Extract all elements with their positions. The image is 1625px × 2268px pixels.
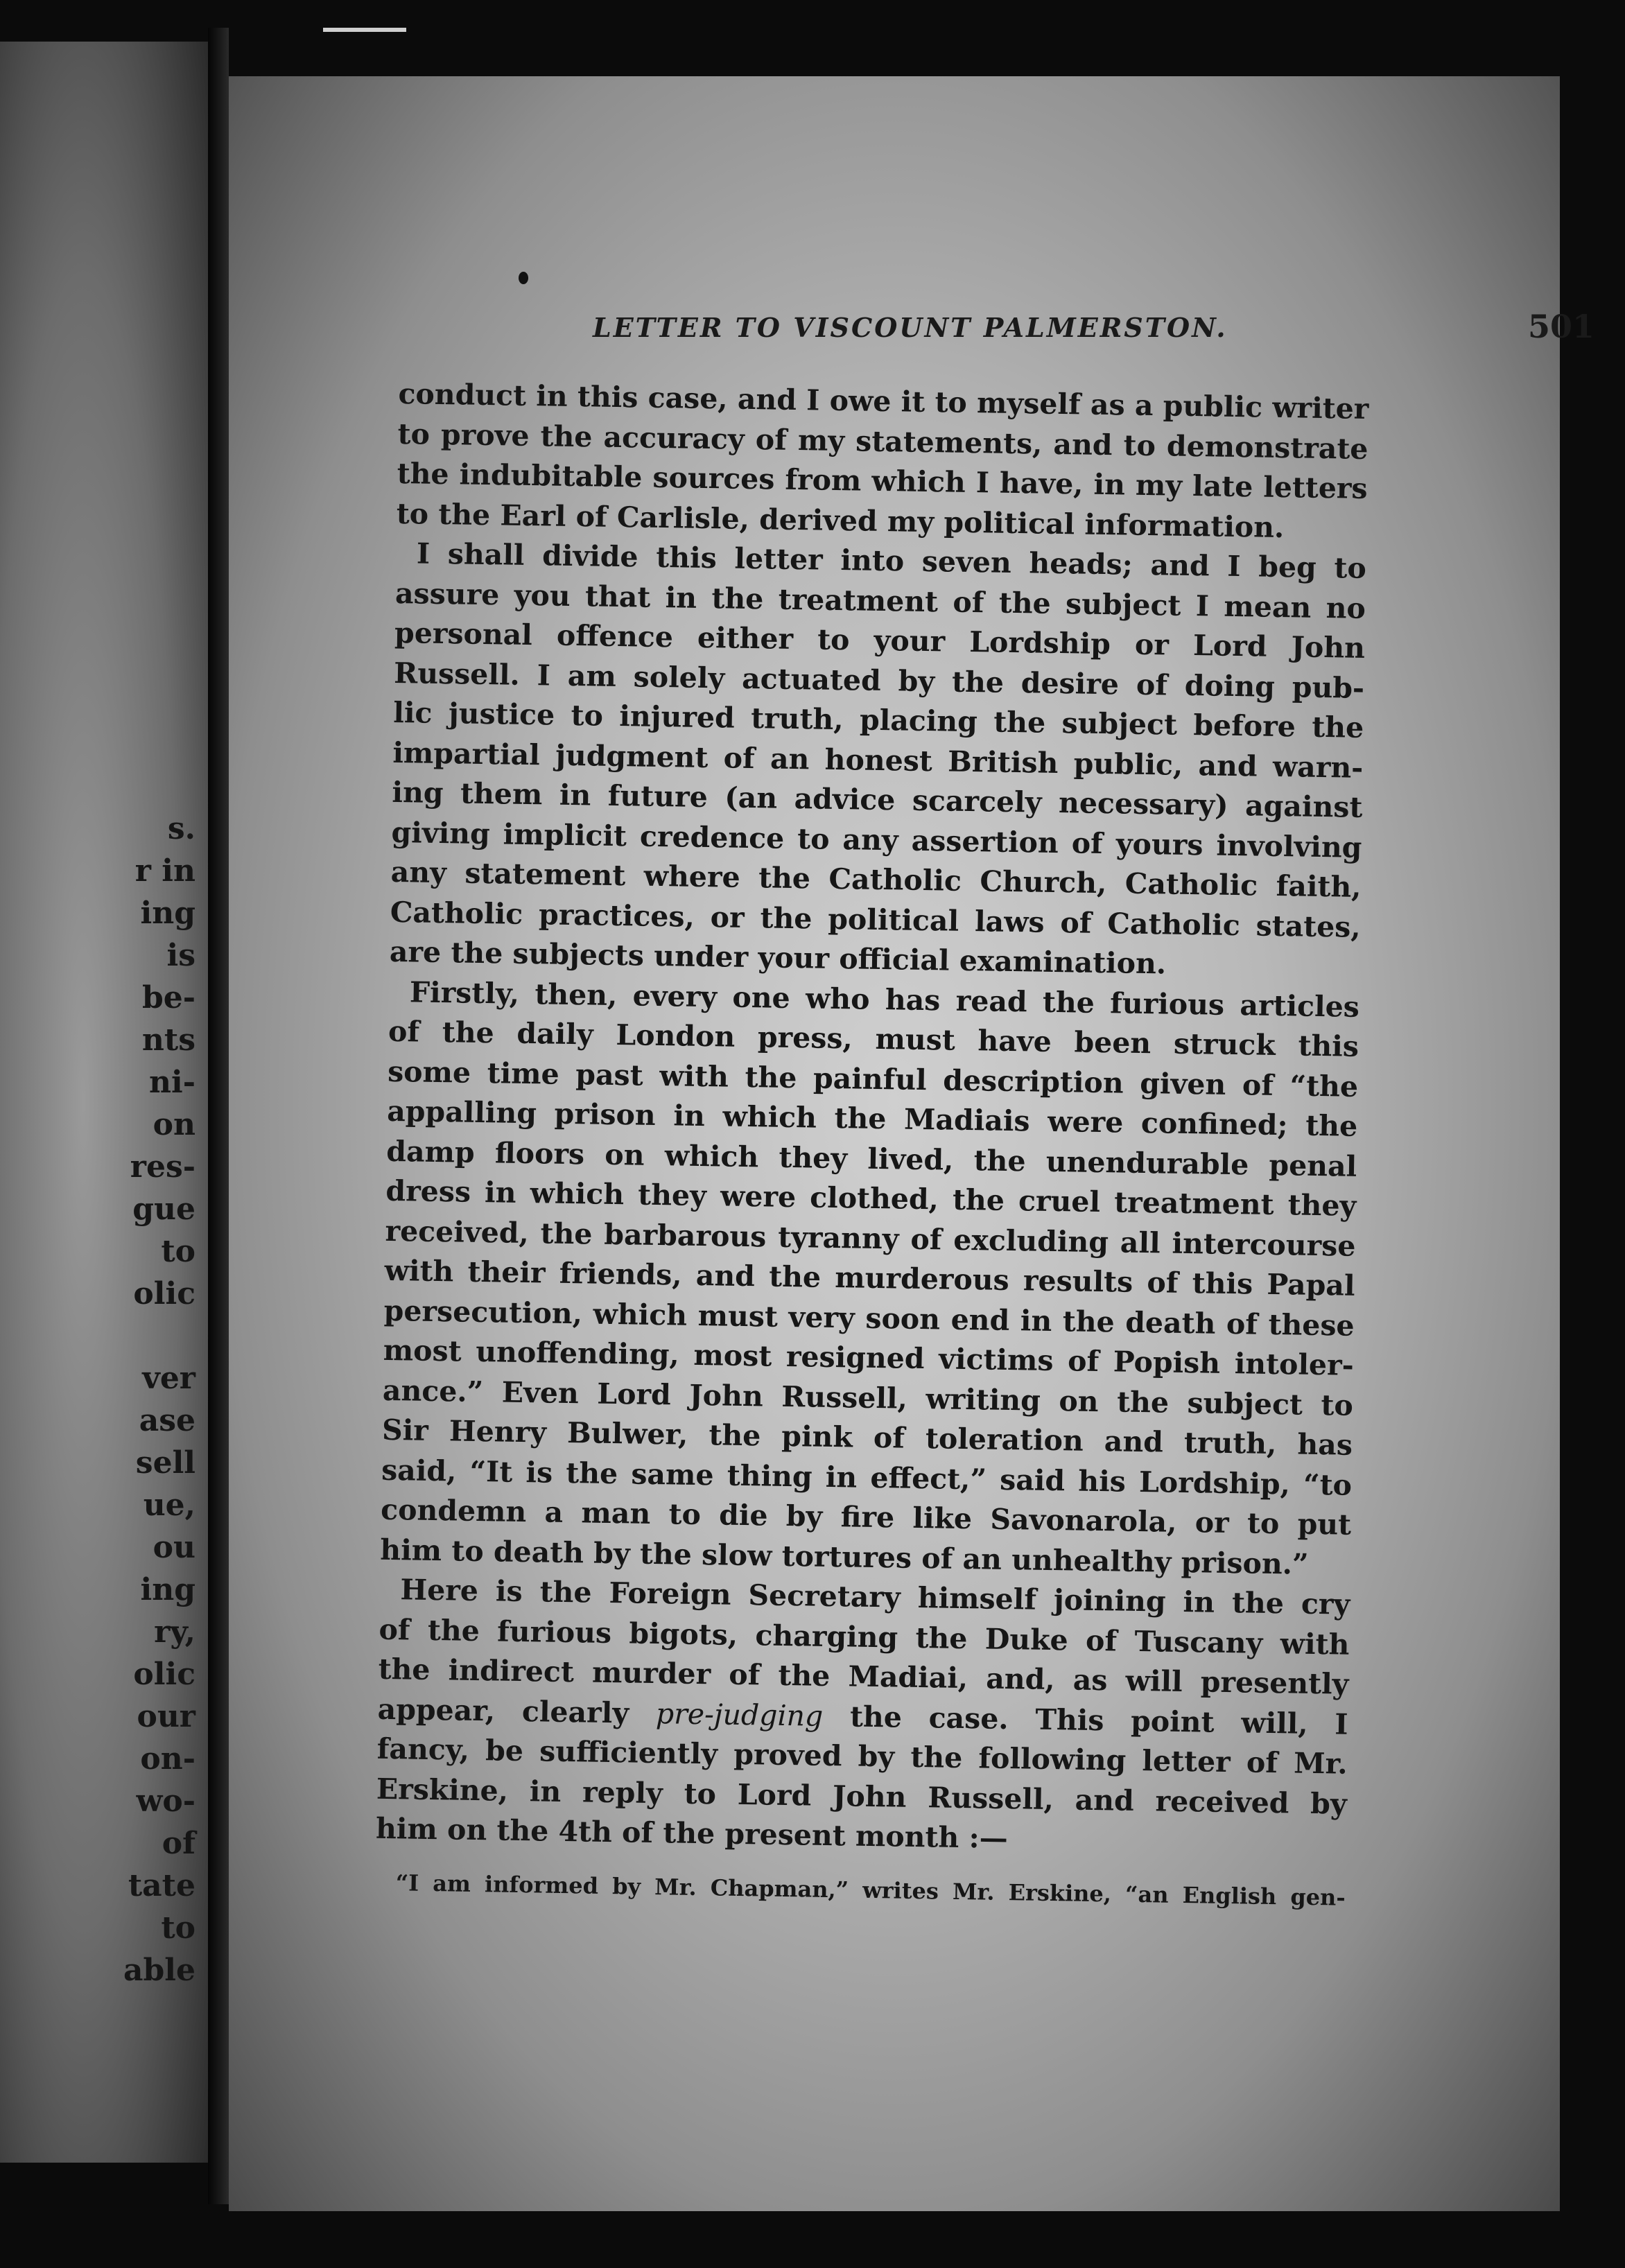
left-page-fragment: sell xyxy=(135,1445,195,1481)
text-line: most unoffending, most resigned victims of Popish intoler- xyxy=(383,1333,1355,1382)
left-page-fragment: r in xyxy=(134,853,195,889)
text-line: with their friends, and the murderous results of this Papal xyxy=(384,1253,1355,1302)
text-line: lic justice to injured truth, placing the subject before the xyxy=(392,695,1364,744)
right-page xyxy=(229,76,1594,2211)
left-page-text-fragments xyxy=(123,808,195,1991)
left-page-fragment: be- xyxy=(141,980,195,1015)
text-line: Catholic practices, or the political laws of Catholic states, xyxy=(390,895,1362,944)
ink-spot xyxy=(519,272,528,284)
text-line: received, the barbarous tyranny of excluding all intercourse xyxy=(385,1214,1356,1263)
text-line: damp floors on which they lived, the unendurable penal xyxy=(386,1134,1357,1183)
italic-term: pre-judging xyxy=(655,1696,824,1733)
text-line: to prove the accuracy of my statements, and to demonstrate xyxy=(397,417,1368,466)
text-line: appalling prison in which the Madiais were confined; the xyxy=(386,1094,1358,1143)
text-line: the indirect murder of the Madiai, and, as will presently xyxy=(378,1652,1349,1701)
text-line: Here is the Foreign Secretary himself joining in the cry xyxy=(400,1573,1350,1621)
left-page-fragment xyxy=(123,1315,195,1357)
running-head-title: LETTER TO VISCOUNT PALMERSTON. xyxy=(593,312,1228,343)
scan-artifact xyxy=(323,28,406,32)
left-page-fragment: is xyxy=(166,938,195,973)
text-run: the case. This point will, I xyxy=(849,1699,1348,1741)
left-page-fragment: ver xyxy=(142,1361,195,1396)
left-page-fragment: our xyxy=(137,1699,195,1734)
text-line: any statement where the Catholic Church, Catholic faith, xyxy=(390,855,1362,904)
left-page-fragment: to xyxy=(161,1910,195,1946)
text-line: Sir Henry Bulwer, the pink of toleration and truth, has xyxy=(381,1413,1353,1462)
text-line: him to death by the slow tortures of an unhealthy prison.” xyxy=(379,1533,1310,1581)
left-page-fragment: to xyxy=(161,1234,195,1269)
text-line: giving implicit credence to any assertion of yours involving xyxy=(391,815,1362,864)
paragraph-2 xyxy=(389,534,1366,987)
left-page-fragment: ou xyxy=(153,1530,195,1565)
text-run: appear, clearly xyxy=(377,1692,629,1729)
text-line: him on the 4th of the present month :— xyxy=(375,1811,1009,1856)
left-page-fragment: able xyxy=(123,1953,195,1988)
left-page-fragment: nts xyxy=(141,1022,195,1058)
text-line: dress in which they were clothed, the cruel treatment they xyxy=(385,1174,1357,1223)
left-page-fragment: res- xyxy=(130,1149,195,1185)
paragraph-4 xyxy=(376,1570,1350,1864)
text-line: Firstly, then, every one who has read the furious articles xyxy=(409,975,1360,1024)
left-page-fragment: gue xyxy=(132,1192,195,1227)
text-line: ing them in future (an advice scarcely necessary) against xyxy=(392,775,1363,824)
text-line: personal offence either to your Lordship or Lord John xyxy=(394,616,1366,665)
text-line: of the furious bigots, charging the Duke of Tuscany with xyxy=(379,1612,1350,1661)
left-page-fragment: ase xyxy=(139,1403,195,1438)
paragraph-3 xyxy=(380,972,1359,1585)
text-line: of the daily London press, must have been struck this xyxy=(388,1014,1359,1063)
text-line: some time past with the painful description given of “the xyxy=(387,1054,1359,1104)
paragraph-1 xyxy=(396,374,1368,549)
quoted-letter-opening: “I am informed by Mr. Chapman,” writes Mr. Erskine, “an English gen- xyxy=(395,1869,1346,1911)
left-page-fragment: on xyxy=(153,1107,195,1142)
left-page-fragment: wo- xyxy=(136,1783,195,1819)
left-page-fragment: ry, xyxy=(154,1614,195,1650)
text-line: I shall divide this letter into seven heads; and I beg to xyxy=(416,537,1367,585)
left-page-fragment: olic xyxy=(133,1276,195,1311)
text-line: impartial judgment of an honest British public, and warn- xyxy=(392,735,1364,785)
left-page-fragment: tate xyxy=(128,1868,195,1903)
text-line: the indubitable sources from which I have, in my late letters xyxy=(397,456,1368,505)
text-line: conduct in this case, and I owe it to myself as a public writer xyxy=(398,376,1369,426)
left-page-fragment: of xyxy=(162,1826,195,1861)
text-line: ance.” Even Lord John Russell, writing on the subject to xyxy=(382,1373,1354,1422)
left-page-fragment: ni- xyxy=(149,1065,195,1100)
left-page-fragment: ing xyxy=(140,1572,195,1607)
text-line: Erskine, in reply to Lord John Russell, and received by xyxy=(376,1772,1348,1821)
left-page-fragment: ue, xyxy=(143,1488,195,1523)
text-line: Russell. I am solely actuated by the desire of doing pub- xyxy=(393,656,1365,705)
text-line: fancy, be sufficiently proved by the following letter of Mr. xyxy=(376,1731,1348,1781)
body-text xyxy=(374,374,1368,1912)
running-head xyxy=(593,308,1594,354)
text-line: assure you that in the treatment of the subject I mean no xyxy=(394,576,1366,625)
page-number: 501 xyxy=(1527,308,1594,345)
text-line: said, “It is the same thing in effect,” said his Lordship, “to xyxy=(381,1453,1353,1502)
text-line: are the subjects under your official examination. xyxy=(389,934,1167,981)
left-page-fragment: s. xyxy=(167,811,195,846)
text-line: persecution, which must very soon end in the death of these xyxy=(383,1293,1355,1343)
left-page-fragment: ing xyxy=(140,896,195,931)
left-page-fragment: on- xyxy=(140,1741,195,1777)
text-line: condemn a man to die by fire like Savonarola, or to put xyxy=(380,1492,1352,1542)
book-gutter xyxy=(208,28,229,2204)
left-page-fragment: olic xyxy=(133,1657,195,1692)
text-line: to the Earl of Carlisle, derived my political information. xyxy=(396,496,1285,544)
left-facing-page xyxy=(0,42,208,2163)
